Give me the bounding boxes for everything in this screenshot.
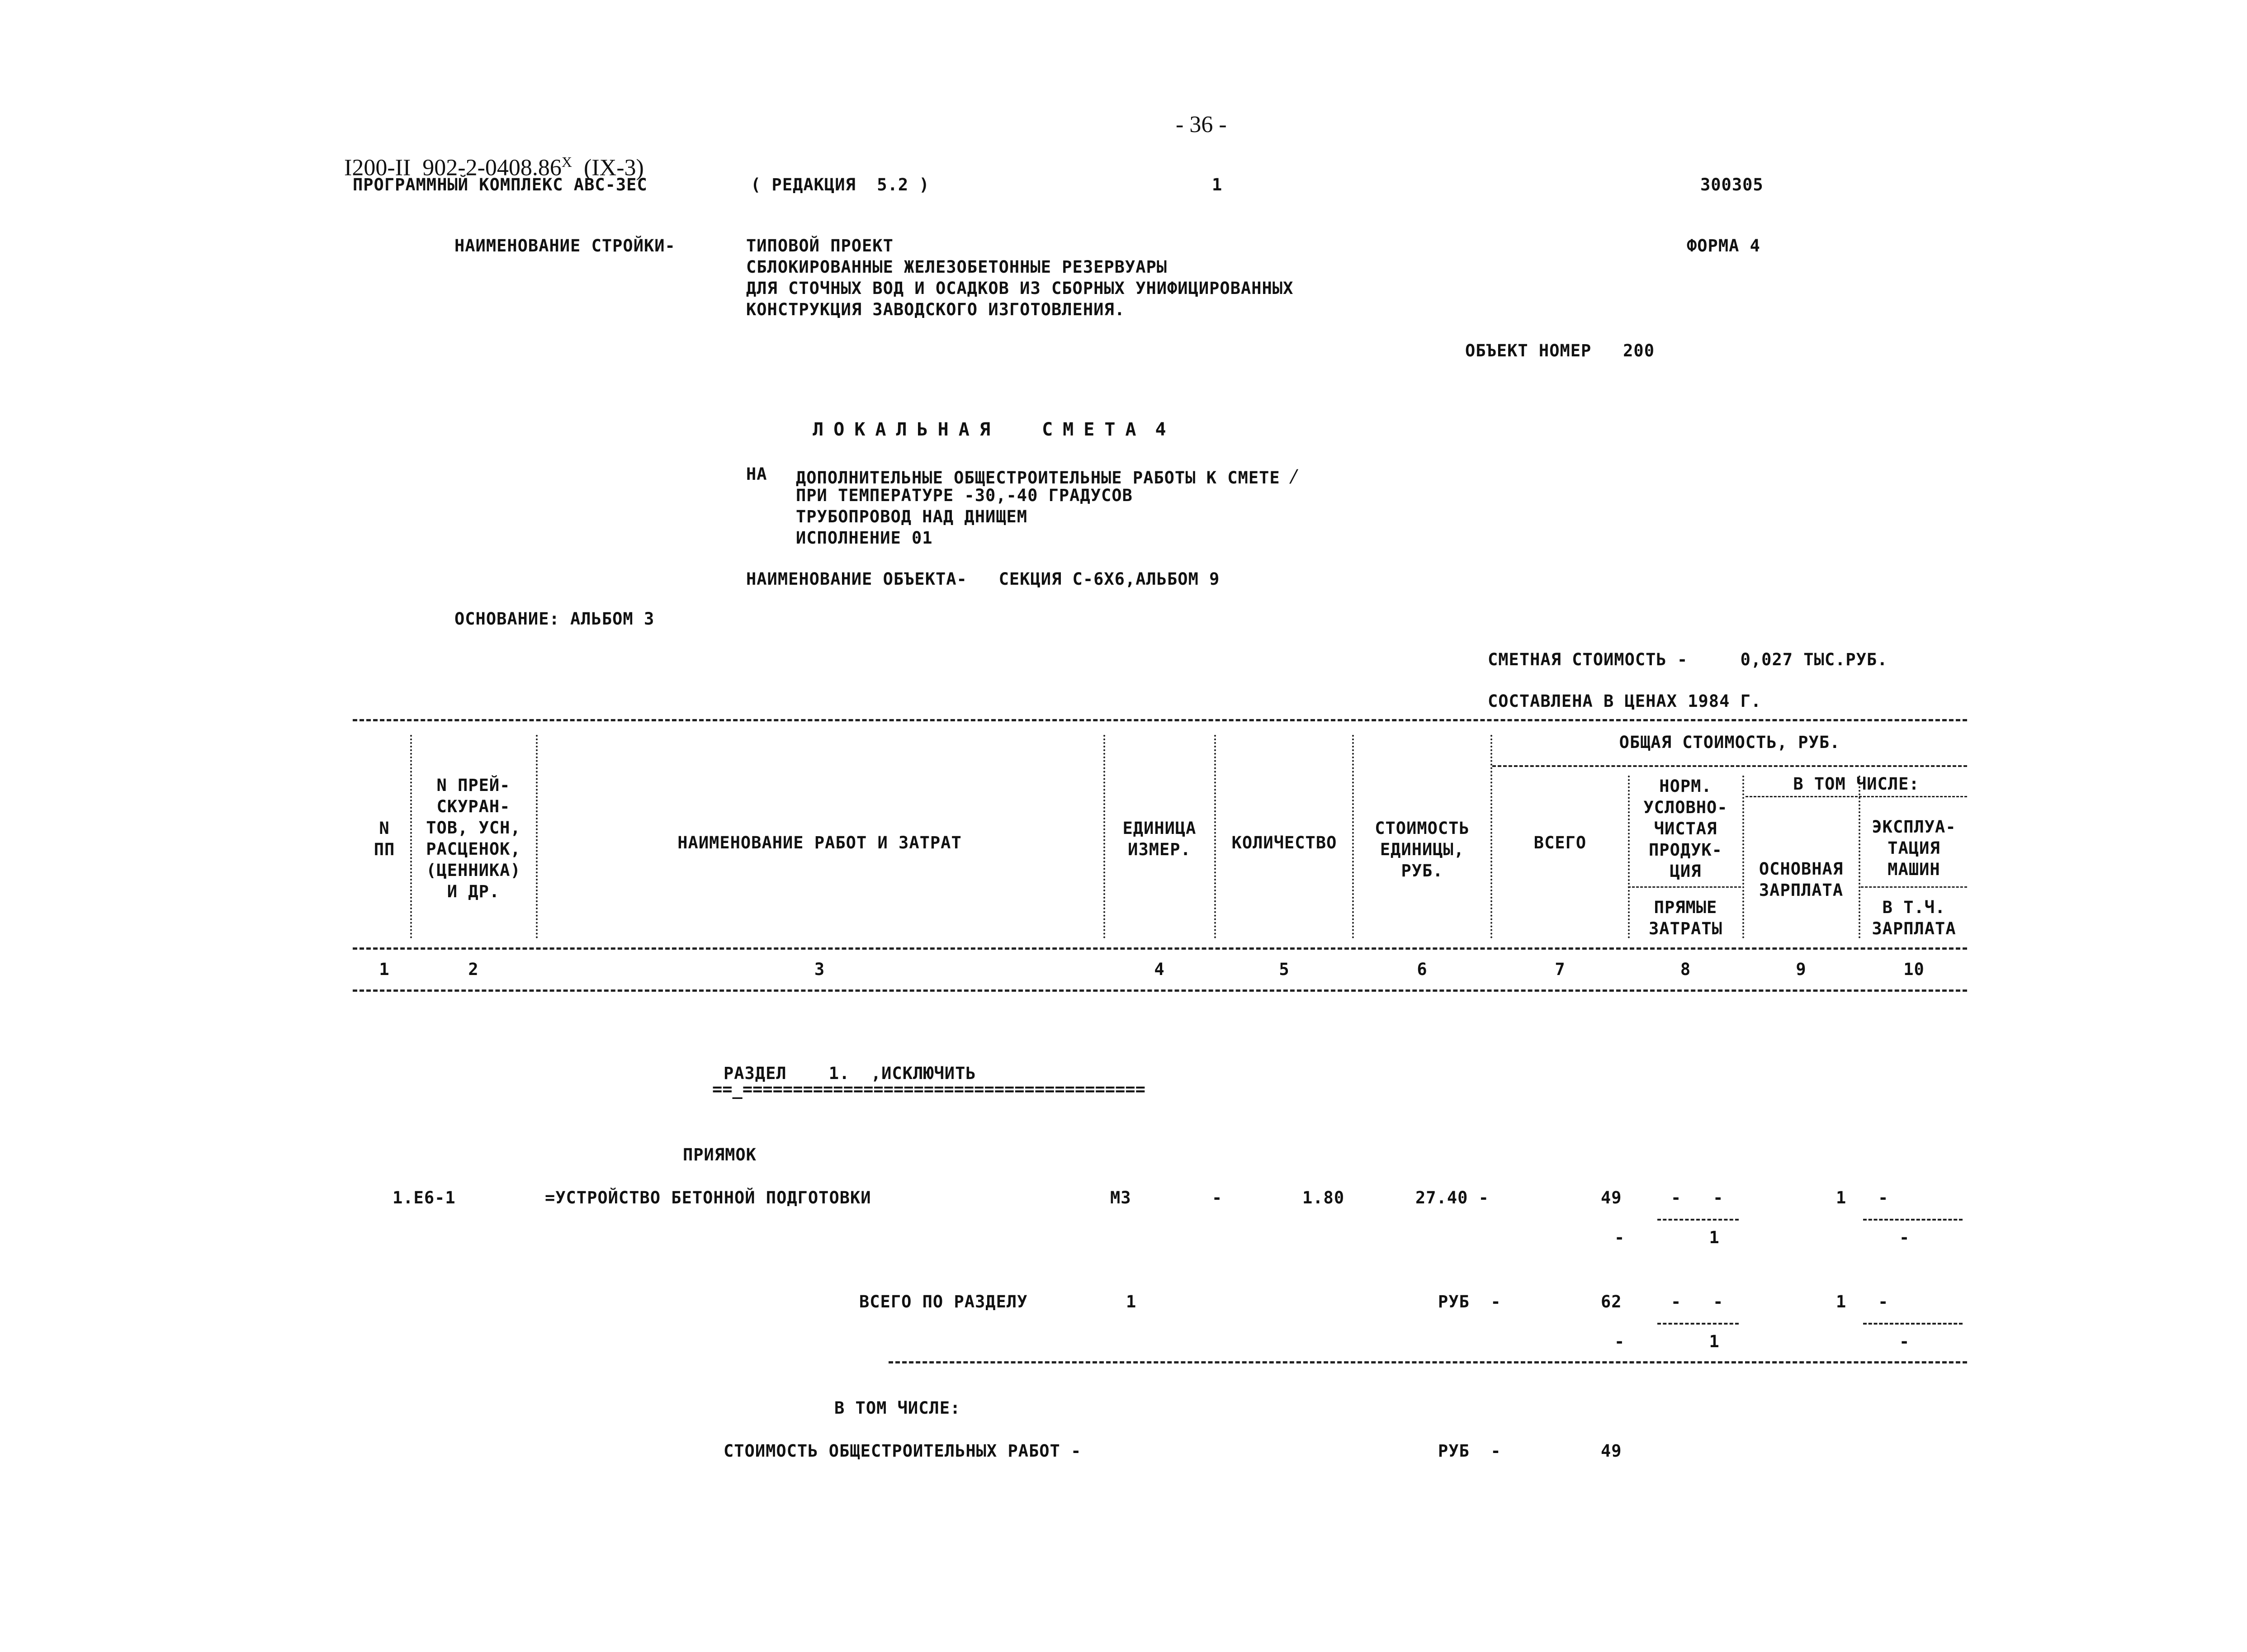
- row-col10-top: 1 -: [1836, 1188, 1889, 1207]
- col-6-header: СТОИМОСТЬ ЕДИНИЦЫ, РУБ.: [1375, 819, 1470, 880]
- for-line-2: ПРИ ТЕМПЕРАТУРЕ -30,-40 ГРАДУСОВ: [796, 486, 1133, 505]
- row-code: 1.Е6-1: [393, 1188, 456, 1207]
- row-total: 49: [1601, 1188, 1622, 1207]
- col-4-header: ЕДИНИЦА ИЗМЕР.: [1122, 819, 1197, 859]
- section-total-col8-top: - -: [1671, 1292, 1724, 1311]
- col-sep-9: [1859, 776, 1860, 938]
- construction-line-1: ТИПОВОЙ ПРОЕКТ: [746, 236, 894, 256]
- for-line-1: ДОПОЛНИТЕЛЬНЫЕ ОБЩЕСТРОИТЕЛЬНЫЕ РАБОТЫ К СМЕТЕ /: [796, 464, 1297, 488]
- including-label: В ТОМ ЧИСЛЕ:: [834, 1398, 961, 1418]
- col-3-header: НАИМЕНОВАНИЕ РАБОТ И ЗАТРАТ: [677, 833, 962, 852]
- col-number-6: 6: [1417, 960, 1428, 979]
- col-10-header: ЭКСПЛУА- ТАЦИЯ МАШИН: [1872, 817, 1956, 879]
- col-number-5: 5: [1279, 960, 1290, 979]
- section-total-col10-top: 1 -: [1836, 1292, 1889, 1311]
- sheet-number: 1: [1212, 175, 1223, 194]
- incl-rule: [1746, 796, 1967, 797]
- construction-label: НАИМЕНОВАНИЕ СТРОЙКИ-: [454, 236, 676, 256]
- for-label: НА: [746, 464, 767, 484]
- col-sep-8: [1742, 776, 1744, 938]
- for-line-4: ИСПОЛНЕНИЕ 01: [796, 528, 933, 548]
- general-works-cost-unit: РУБ -: [1438, 1441, 1501, 1461]
- row-quantity: 1.80: [1302, 1188, 1345, 1207]
- col-sep-2: [536, 735, 538, 938]
- construction-line-2: СБЛОКИРОВАННЫЕ ЖЕЛЕЗОБЕТОННЫЕ РЕЗЕРВУАРЫ: [746, 257, 1168, 277]
- col-number-8: 8: [1680, 960, 1691, 979]
- col-sep-4: [1214, 735, 1216, 938]
- section-total-rule: [889, 1361, 1967, 1363]
- page-number: - 36 -: [1176, 112, 1227, 137]
- row-col8-top: - -: [1671, 1188, 1724, 1207]
- construction-line-3: ДЛЯ СТОЧНЫХ ВОД И ОСАДКОВ ИЗ СБОРНЫХ УНИФИЦИРОВАННЫХ: [746, 279, 1294, 298]
- price-base: СОСТАВЛЕНА В ЦЕНАХ 1984 Г.: [1488, 691, 1762, 711]
- section-title: РАЗДЕЛ 1. ,ИСКЛЮЧИТЬ: [724, 1064, 976, 1083]
- general-works-cost-label: СТОИМОСТЬ ОБЩЕСТРОИТЕЛЬНЫХ РАБОТ -: [724, 1441, 1082, 1461]
- code-number: 300305: [1700, 175, 1764, 194]
- c8-rule: [1628, 886, 1741, 888]
- total-cost-group-header: ОБЩАЯ СТОИМОСТЬ, РУБ.: [1619, 733, 1840, 752]
- row-col10-rule: [1863, 1219, 1963, 1221]
- col-number-7: 7: [1555, 960, 1566, 979]
- edition: ( РЕДАКЦИЯ 5.2 ): [751, 175, 930, 194]
- section-total-col8-rule: [1657, 1323, 1739, 1325]
- col-sep-1: [410, 735, 412, 938]
- object-number: ОБЪЕКТ НОМЕР 200: [1465, 341, 1655, 360]
- col-number-10: 10: [1903, 960, 1925, 979]
- form-label: ФОРМА 4: [1687, 236, 1760, 256]
- section-total-col10-bottom: -: [1899, 1332, 1910, 1351]
- row-name: =УСТРОЙСТВО БЕТОННОЙ ПОДГОТОВКИ: [545, 1188, 871, 1207]
- section-subtitle: ПРИЯМОК: [683, 1145, 757, 1164]
- col-2-header: N ПРЕЙ- СКУРАН- ТОВ, УСН, РАСЦЕНОК, (ЦЕННИКА) И ДР.: [426, 776, 521, 901]
- row-dash: -: [1212, 1188, 1223, 1207]
- table-top-rule: [353, 719, 1967, 721]
- estimated-cost: СМЕТНАЯ СТОИМОСТЬ - 0,027 ТЫС.РУБ.: [1488, 650, 1888, 669]
- col-number-4: 4: [1154, 960, 1165, 979]
- col-9-header: ОСНОВНАЯ ЗАРПЛАТА: [1759, 859, 1844, 900]
- section-total-value: 62: [1601, 1292, 1622, 1311]
- construction-line-4: КОНСТРУКЦИЯ ЗАВОДСКОГО ИЗГОТОВЛЕНИЯ.: [746, 300, 1125, 319]
- col-1-header: N ПП: [374, 819, 395, 859]
- col-8-header: НОРМ. УСЛОВНО- ЧИСТАЯ ПРОДУК- ЦИЯ: [1643, 776, 1728, 881]
- section-total-col10-rule: [1863, 1323, 1963, 1325]
- col-number-3: 3: [814, 960, 825, 979]
- program-name: ПРОГРАММНЫЙ КОМПЛЕКС АВС-3ЕС: [353, 175, 648, 194]
- col-8b-header: ПРЯМЫЕ ЗАТРАТЫ: [1649, 898, 1722, 938]
- col-number-1: 1: [379, 960, 390, 979]
- section-underline: ==_========================================: [712, 1079, 1145, 1099]
- general-works-cost-value: 49: [1601, 1441, 1622, 1461]
- incl-header: В ТОМ ЧИСЛЕ:: [1793, 774, 1920, 794]
- row-col8-rule: [1657, 1219, 1739, 1221]
- col-sep-5: [1352, 735, 1354, 938]
- estimate-title: ЛОКАЛЬНАЯ СМЕТА 4: [813, 419, 1176, 440]
- section-total-unit: РУБ -: [1438, 1292, 1501, 1311]
- section-total-number: 1: [1126, 1292, 1137, 1311]
- col-10b-header: В Т.Ч. ЗАРПЛАТА: [1872, 898, 1956, 938]
- col-sep-7: [1628, 776, 1630, 938]
- col-number-2: 2: [468, 960, 479, 979]
- row-unit-price: 27.40 -: [1415, 1188, 1489, 1207]
- document-code: I200-II $902-2-0408.86^X$ (IX-3): [344, 154, 644, 181]
- table-header-bottom-rule: [353, 947, 1967, 950]
- col-5-header: КОЛИЧЕСТВО: [1231, 833, 1337, 852]
- section-total-col8-bottom: - 1: [1614, 1332, 1720, 1351]
- group-rule: [1492, 765, 1967, 767]
- table-numbers-bottom-rule: [353, 989, 1967, 992]
- col-number-9: 9: [1796, 960, 1807, 979]
- section-total-label: ВСЕГО ПО РАЗДЕЛУ: [859, 1292, 1028, 1311]
- basis: ОСНОВАНИЕ: АЛЬБОМ 3: [454, 609, 655, 629]
- object-name: НАИМЕНОВАНИЕ ОБЪЕКТА- СЕКЦИЯ С-6Х6,АЛЬБОМ 9: [746, 569, 1220, 589]
- row-unit: М3: [1110, 1188, 1131, 1207]
- col-7-header: ВСЕГО: [1533, 833, 1587, 852]
- for-line-3: ТРУБОПРОВОД НАД ДНИЩЕМ: [796, 507, 1028, 526]
- row-col8-bottom: - 1: [1614, 1228, 1720, 1247]
- c10-rule: [1861, 886, 1967, 888]
- row-col10-bottom: -: [1899, 1228, 1910, 1247]
